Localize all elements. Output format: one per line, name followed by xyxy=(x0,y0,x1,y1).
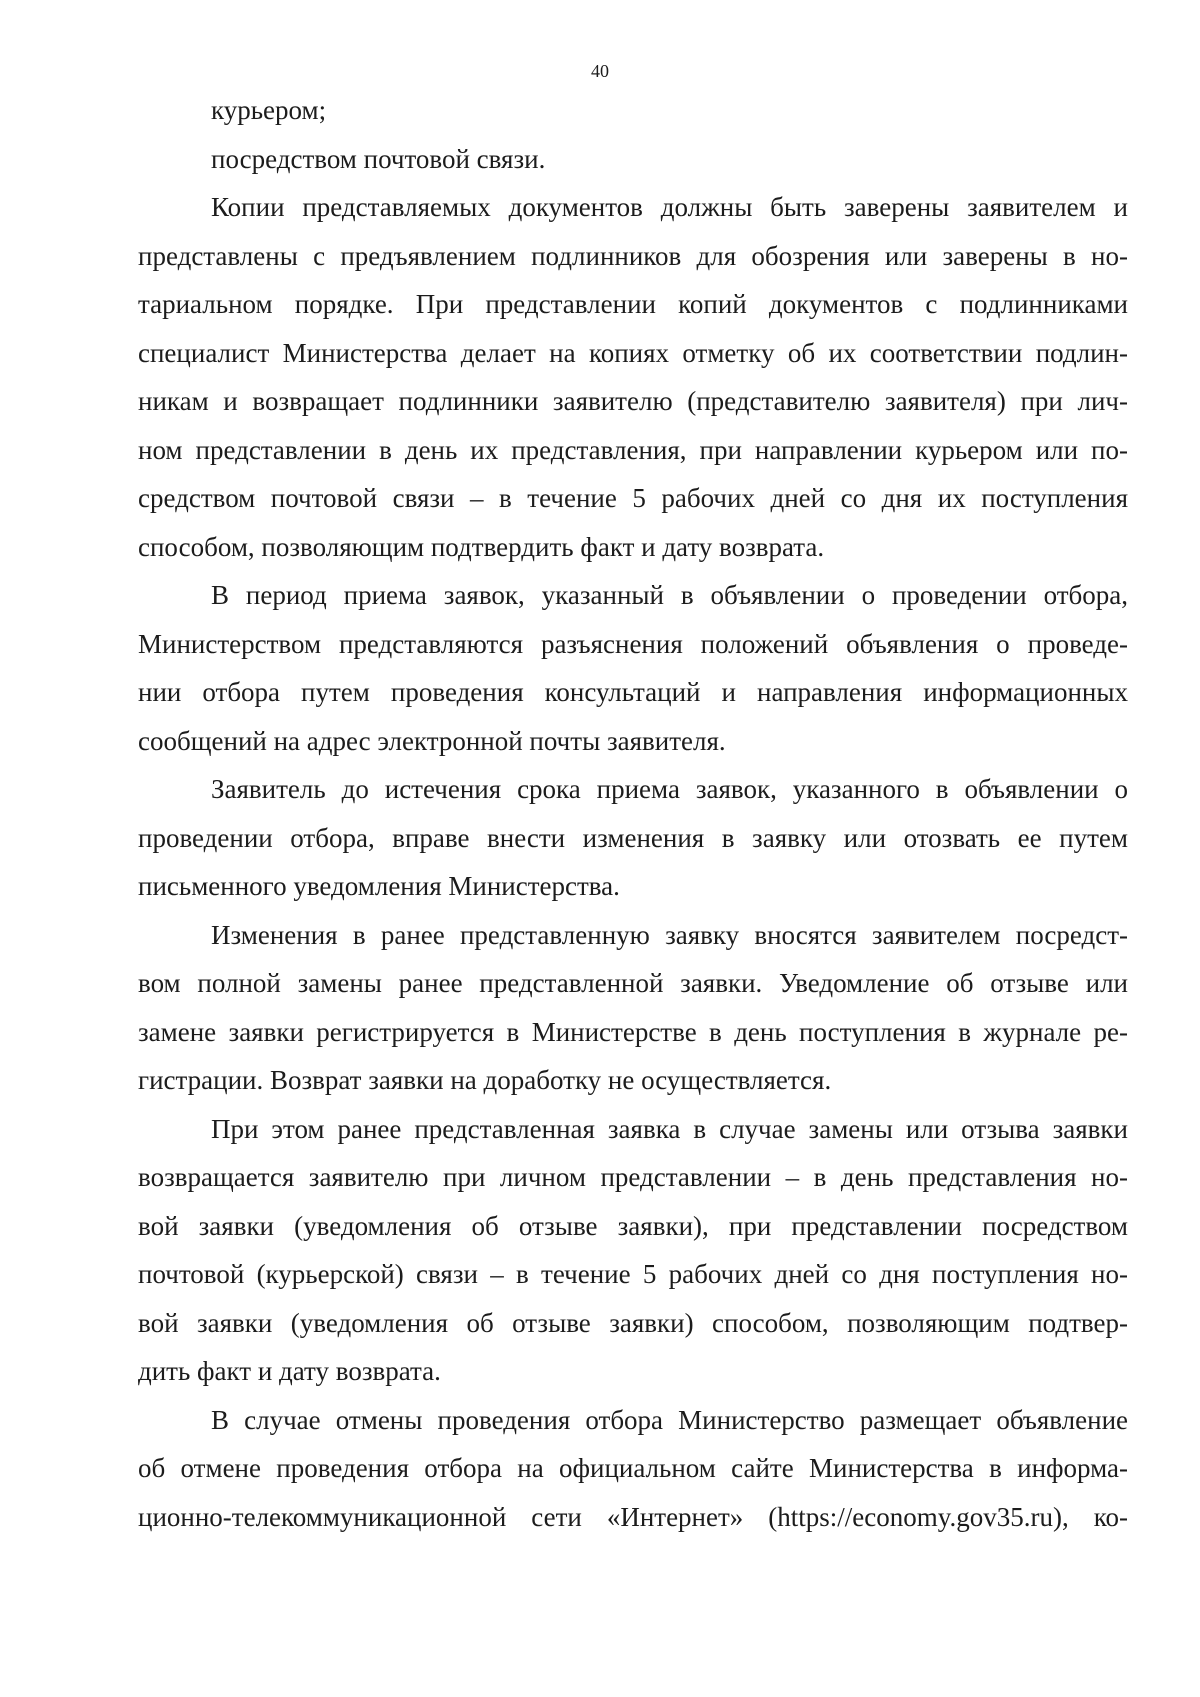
text-line: гистрации. Возврат заявки на доработку не осуществляется. xyxy=(138,1065,832,1095)
text-line: об отмене проведения отбора на официальном сайте Министерства в информа- xyxy=(138,1453,1128,1483)
text-line: вом полной замены ранее представленной заявки. Уведомление об отзыве или xyxy=(138,968,1128,998)
text-line: посредством почтовой связи. xyxy=(211,143,546,174)
text-line: почтовой (курьерской) связи – в течение 5 рабочих дней со дня поступления но- xyxy=(138,1259,1128,1289)
text-line: курьером; xyxy=(211,95,327,125)
text-line: сообщений на адрес электронной почты заявителя. xyxy=(138,725,726,756)
text-line: представлены с предъявлением подлинников для обозрения или заверены в но- xyxy=(138,240,1128,271)
text-line: никам и возвращает подлинники заявителю (представителю заявителя) при лич- xyxy=(138,386,1128,416)
text-line: В случае отмены проведения отбора Министерство размещает объявление xyxy=(211,1404,1128,1435)
text-line: специалист Министерства делает на копиях отметку об их соответствии подлин- xyxy=(138,337,1128,368)
text-line: ном представлении в день их представления, при направлении курьером или по- xyxy=(138,434,1128,465)
text-line: Изменения в ранее представленную заявку вносятся заявителем посредст- xyxy=(211,919,1128,950)
text-line: нии отбора путем проведения консультаций и направления информационных xyxy=(138,677,1128,707)
text-line: Копии представляемых документов должны быть заверены заявителем и xyxy=(211,192,1128,222)
text-line: проведении отбора, вправе внести изменения в заявку или отозвать ее путем xyxy=(138,822,1128,853)
text-line: При этом ранее представленная заявка в случае замены или отзыва заявки xyxy=(211,1113,1128,1144)
text-line: дить факт и дату возврата. xyxy=(138,1356,441,1386)
text-line: ционно-телекоммуникационной сети «Интернет» (https://economy.gov35.ru), ко- xyxy=(138,1501,1128,1532)
page-number: 40 xyxy=(591,61,609,81)
text-line: способом, позволяющим подтвердить факт и дату возврата. xyxy=(138,531,825,562)
text-line: Министерством представляются разъяснения положений объявления о проведе- xyxy=(138,628,1128,659)
text-line: вой заявки (уведомления об отзыве заявки) способом, позволяющим подтвер- xyxy=(138,1307,1128,1338)
text-line: Заявитель до истечения срока приема заявок, указанного в объявлении о xyxy=(211,774,1128,804)
text-line: замене заявки регистрируется в Министерстве в день поступления в журнале ре- xyxy=(138,1016,1128,1047)
text-line: тариальном порядке. При представлении копий документов с подлинниками xyxy=(138,289,1128,319)
text-line: В период приема заявок, указанный в объявлении о проведении отбора, xyxy=(211,580,1128,610)
text-line: вой заявки (уведомления об отзыве заявки), при представлении посредством xyxy=(138,1210,1128,1241)
document-body xyxy=(138,86,1128,1541)
text-line: средством почтовой связи – в течение 5 рабочих дней со дня их поступления xyxy=(138,483,1128,513)
text-line: возвращается заявителю при личном представлении – в день представления но- xyxy=(138,1162,1128,1192)
text-line: письменного уведомления Министерства. xyxy=(138,871,620,901)
